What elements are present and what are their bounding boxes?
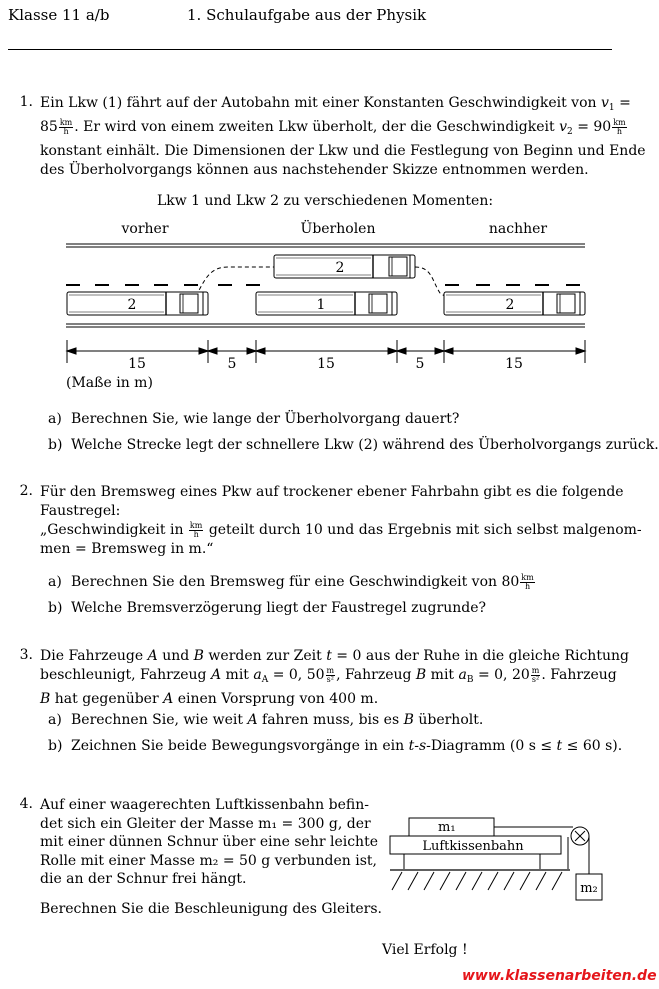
p4-line: Auf einer waagerechten Luftkissenbahn befin- bbox=[40, 797, 369, 813]
var-a: a bbox=[253, 667, 262, 683]
p4-line: die an der Schnur frei hängt. bbox=[40, 871, 247, 887]
unit-km: km bbox=[59, 117, 73, 127]
v1-sub: 1 bbox=[608, 103, 615, 113]
p3-l3-end: hat gegenüber bbox=[54, 691, 159, 707]
p3-l2-comma: , Fahrzeug bbox=[336, 667, 412, 683]
problem-3a-text bbox=[71, 711, 483, 730]
var-s: s bbox=[418, 738, 427, 754]
unit-s2: s² bbox=[326, 674, 334, 684]
p3b-start: Zeichnen Sie beide Bewegungsvorgänge in ein bbox=[71, 738, 405, 754]
unit-m-2: m bbox=[531, 665, 540, 675]
var-A: A bbox=[147, 648, 158, 664]
road-top-edge bbox=[66, 244, 585, 247]
eq-sign: = bbox=[619, 95, 631, 111]
problem-3-text bbox=[40, 647, 629, 709]
p4-line: det sich ein Gleiter der Masse m₁ = 300 g, der bbox=[40, 815, 371, 832]
p2-line1: Für den Bremsweg eines Pkw auf trockener ebener Fahrbahn gibt es die folgende bbox=[40, 484, 624, 500]
truck-2-before-label: 2 bbox=[127, 297, 137, 313]
var-A: A bbox=[163, 691, 174, 707]
dimension-label: 15 bbox=[317, 356, 335, 372]
phase-overtaking-label: Überholen bbox=[300, 221, 376, 237]
watermark: www.klassenarbeiten.de bbox=[462, 968, 657, 984]
problem-2b-label: b) bbox=[48, 600, 63, 616]
air-track bbox=[390, 836, 561, 854]
units-note: (Maße in m) bbox=[66, 375, 153, 391]
sub-B: B bbox=[466, 675, 474, 685]
problem-1-text bbox=[40, 94, 646, 180]
truck-2-after-label: 2 bbox=[505, 297, 515, 313]
p3-l1-start: Die Fahrzeuge bbox=[40, 648, 144, 664]
var-A: A bbox=[247, 712, 258, 728]
p3-val-a: = 0, 50 bbox=[272, 667, 325, 683]
problem-3b-text: Zeichnen Sie beide Bewegungsvorgänge in ein t-s-Diagramm (0 s ≤ t ≤ 60 s). bbox=[71, 738, 623, 754]
problem-1-number: 1. bbox=[19, 94, 33, 110]
p1-line4: des Überholvorgangs können aus nachstehender Skizze entnommen werden. bbox=[40, 162, 589, 178]
v1-symbol: v bbox=[600, 95, 609, 111]
p3-l1-mid1: und bbox=[162, 648, 190, 664]
var-B: B bbox=[403, 712, 414, 728]
p4-line: Rolle mit einer Masse m₂ = 50 g verbunden ist, bbox=[40, 852, 378, 869]
m1-label: m₁ bbox=[438, 820, 456, 835]
truck-1-label: 1 bbox=[316, 297, 326, 313]
problem-3-number: 3. bbox=[19, 647, 33, 663]
unit-h-4: h bbox=[524, 581, 531, 591]
p2-rule-line2: men = Bremsweg in m.“ bbox=[40, 541, 214, 557]
p3-l2-with-2: mit bbox=[430, 667, 455, 683]
var-B: B bbox=[40, 691, 51, 707]
problem-1b-text: Welche Strecke legt der schnellere Lkw (2) während des Überholvorgangs zurück. bbox=[71, 437, 659, 453]
var-t: t bbox=[408, 738, 415, 754]
unit-km-4: km bbox=[521, 572, 534, 582]
phase-after-label: nachher bbox=[488, 221, 548, 237]
glider-m1 bbox=[409, 818, 494, 836]
header-divider bbox=[8, 49, 612, 50]
v1-value: 85 bbox=[40, 119, 58, 135]
dimension-label: 5 bbox=[415, 356, 425, 372]
problem-4-text bbox=[40, 796, 378, 889]
p3-l3-end2: einen Vorsprung von 400 m. bbox=[177, 691, 379, 707]
problem-2a-text bbox=[71, 573, 536, 592]
dimension-label: 15 bbox=[505, 356, 523, 372]
figure-caption: Lkw 1 und Lkw 2 zu verschiedenen Momenten: bbox=[156, 193, 494, 209]
truck-1 bbox=[256, 292, 397, 315]
air-track-diagram bbox=[380, 810, 620, 910]
unit-km-3: km bbox=[189, 520, 203, 530]
unit-h-3: h bbox=[193, 529, 199, 539]
truck-2-after bbox=[444, 292, 585, 315]
unit-kmh-4 bbox=[520, 574, 534, 591]
p2-rule-rest: geteilt durch 10 und das Ergebnis mit sich selbst malgenom- bbox=[208, 522, 642, 538]
problem-3a-label: a) bbox=[48, 712, 62, 728]
unit-s2-2: s² bbox=[531, 674, 540, 684]
problem-1a-text: Berechnen Sie, wie lange der Überholvorgang dauert? bbox=[71, 411, 460, 427]
problem-4-number: 4. bbox=[19, 796, 33, 812]
unit-kmh-3 bbox=[189, 522, 203, 539]
unit-m: m bbox=[326, 665, 335, 675]
road-bottom-edge bbox=[66, 324, 585, 327]
p3b-end: ≤ 60 s). bbox=[566, 738, 623, 754]
p2-rule-start: „Geschwindigkeit in bbox=[40, 522, 184, 538]
var-B: B bbox=[193, 648, 204, 664]
problem-4-task: Berechnen Sie die Beschleunigung des Gleiters. bbox=[40, 901, 382, 917]
var-a: a bbox=[458, 667, 467, 683]
unit-ms2-2 bbox=[531, 667, 541, 684]
p3-l1-end: = 0 aus der Ruhe in die gleiche Richtung bbox=[336, 648, 629, 664]
problem-3b-label: b) bbox=[48, 738, 63, 754]
v2-value: = 90 bbox=[577, 119, 612, 135]
unit-km-2: km bbox=[613, 117, 626, 127]
truck-2-before bbox=[67, 292, 208, 315]
unit-kmh-2 bbox=[612, 119, 626, 136]
truck-2-overtaking bbox=[274, 255, 415, 278]
unit-h-2: h bbox=[616, 126, 622, 136]
p2a-text: Berechnen Sie den Bremsweg für eine Geschwindigkeit von 80 bbox=[71, 574, 520, 590]
p3a-tail: überholt. bbox=[418, 712, 484, 728]
p3a-start: Berechnen Sie, wie weit bbox=[71, 712, 243, 728]
problem-2-number: 2. bbox=[19, 483, 33, 499]
p3-l2-with: mit bbox=[225, 667, 249, 683]
problem-2-text bbox=[40, 483, 642, 559]
p3a-end: fahren muss, bis es bbox=[262, 712, 400, 728]
overtaking-diagram bbox=[0, 185, 630, 395]
dimension-label: 5 bbox=[227, 356, 237, 372]
var-A: A bbox=[210, 667, 222, 683]
p3-l2-start: beschleunigt, Fahrzeug bbox=[40, 667, 207, 683]
unit-kmh bbox=[59, 119, 73, 136]
var-t: t bbox=[326, 648, 332, 664]
sub-A: A bbox=[261, 675, 269, 685]
phase-before-label: vorher bbox=[121, 221, 169, 237]
v2-symbol: v bbox=[559, 119, 568, 135]
p3-val-b: = 0, 20 bbox=[477, 667, 530, 683]
track-label: Luftkissenbahn bbox=[422, 839, 524, 854]
p3-l1-mid2: werden zur Zeit bbox=[208, 648, 322, 664]
problem-2b-text: Welche Bremsverzögerung liegt der Faustregel zugrunde? bbox=[71, 600, 486, 616]
pulley-icon bbox=[571, 827, 589, 845]
p4-line: mit einer dünnen Schnur über eine sehr leichte bbox=[40, 834, 378, 850]
exam-title: 1. Schulaufgabe aus der Physik bbox=[187, 6, 427, 24]
var-B: B bbox=[415, 667, 427, 683]
problem-2a-label: a) bbox=[48, 574, 62, 590]
closing-text: Viel Erfolg ! bbox=[382, 942, 468, 958]
var-t: t bbox=[556, 738, 563, 754]
p1-line3: konstant einhält. Die Dimensionen der Lkw und die Festlegung von Beginn und Ende bbox=[40, 143, 646, 159]
problem-1a-label: a) bbox=[48, 411, 62, 427]
p3-l2-end: . Fahrzeug bbox=[541, 667, 617, 683]
unit-h: h bbox=[63, 126, 69, 136]
v2-sub: 2 bbox=[567, 127, 573, 137]
ground-hatch bbox=[390, 870, 570, 890]
p1-line1: Ein Lkw (1) fährt auf der Autobahn mit einer Konstanten Geschwindigkeit von bbox=[40, 95, 597, 111]
p1-line2: . Er wird von einem zweiten Lkw überholt, der die Geschwindigkeit bbox=[74, 119, 555, 135]
problem-1b-label: b) bbox=[48, 437, 63, 453]
truck-2-overtaking-label: 2 bbox=[335, 260, 345, 276]
m2-label: m₂ bbox=[580, 881, 598, 896]
p2-line2: Faustregel: bbox=[40, 503, 121, 519]
p3b-mid: -Diagramm (0 s ≤ bbox=[426, 738, 553, 754]
dimension-label: 15 bbox=[128, 356, 146, 372]
class-label: Klasse 11 a/b bbox=[8, 6, 110, 24]
hanging-mass-m2 bbox=[576, 874, 602, 900]
unit-ms2 bbox=[326, 667, 336, 684]
